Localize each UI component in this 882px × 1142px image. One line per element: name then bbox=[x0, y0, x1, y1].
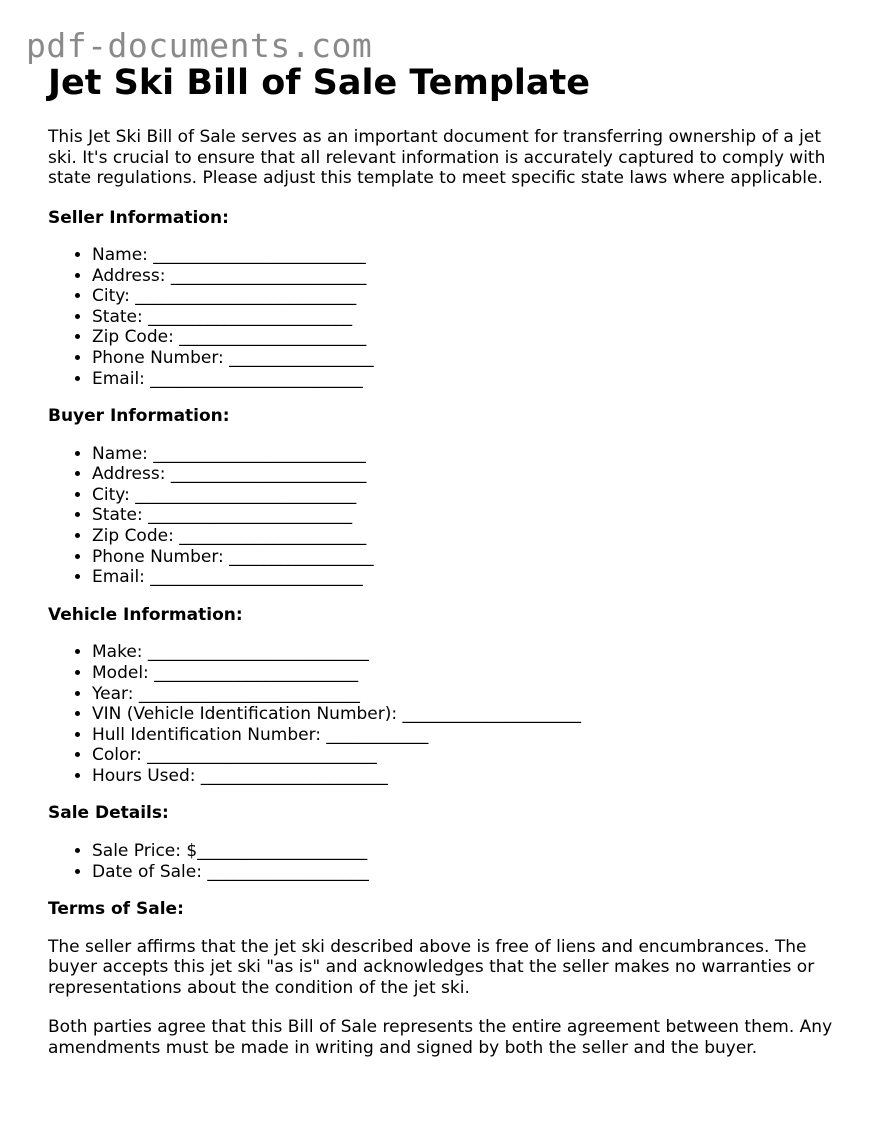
buyer-phone-field[interactable]: • Phone Number: _________________ bbox=[92, 547, 848, 568]
sale-list bbox=[48, 841, 848, 882]
terms-paragraph-2: Both parties agree that this Bill of Sale represents the entire agreement between them. Any amendments must be made in writing and signed by both the seller and the buyer. bbox=[48, 1017, 833, 1058]
seller-email-field[interactable]: • Email: _________________________ bbox=[92, 369, 848, 390]
sale-heading: Sale Details: bbox=[48, 803, 169, 824]
buyer-list bbox=[48, 444, 848, 588]
buyer-address-field[interactable]: • Address: _______________________ bbox=[92, 464, 848, 485]
sale-date-field[interactable]: • Date of Sale: ___________________ bbox=[92, 862, 848, 883]
seller-zip-field[interactable]: • Zip Code: ______________________ bbox=[92, 327, 848, 348]
vehicle-list bbox=[48, 642, 848, 786]
buyer-heading: Buyer Information: bbox=[48, 406, 230, 427]
terms-paragraph-1: The seller affirms that the jet ski described above is free of liens and encumbrances. The buyer accepts this jet ski "as is" and acknowledges that the seller makes no warranties or representations about the condition of the jet ski. bbox=[48, 936, 815, 998]
vehicle-model-field[interactable]: • Model: ________________________ bbox=[92, 663, 848, 684]
seller-city-field[interactable]: • City: __________________________ bbox=[92, 286, 848, 307]
buyer-state-field[interactable]: • State: ________________________ bbox=[92, 505, 848, 526]
vehicle-hull-id-field[interactable]: • Hull Identification Number: ____________ bbox=[92, 725, 848, 746]
seller-address-field[interactable]: • Address: _______________________ bbox=[92, 266, 848, 287]
buyer-zip-field[interactable]: • Zip Code: ______________________ bbox=[92, 526, 848, 547]
buyer-city-field[interactable]: • City: __________________________ bbox=[92, 485, 848, 506]
watermark: pdf-documents.com bbox=[26, 26, 373, 65]
intro-paragraph: This Jet Ski Bill of Sale serves as an important document for transferring ownership of a jet ski. It's crucial to ensure that all relevant information is accurately captured to comply with state regulations. Please adjust this template to meet specific state laws where applicable. bbox=[48, 127, 826, 188]
vehicle-color-field[interactable]: • Color: ___________________________ bbox=[92, 745, 848, 766]
document-body bbox=[48, 127, 848, 1058]
seller-heading: Seller Information: bbox=[48, 207, 229, 228]
vehicle-year-field[interactable]: • Year: __________________________ bbox=[92, 684, 848, 705]
seller-phone-field[interactable]: • Phone Number: _________________ bbox=[92, 348, 848, 369]
page-title: Jet Ski Bill of Sale Template bbox=[48, 63, 590, 103]
seller-name-field[interactable]: • Name: _________________________ bbox=[92, 245, 848, 266]
buyer-name-field[interactable]: • Name: _________________________ bbox=[92, 444, 848, 465]
vehicle-vin-field[interactable]: • VIN (Vehicle Identification Number): _____________________ bbox=[92, 704, 848, 725]
seller-state-field[interactable]: • State: ________________________ bbox=[92, 307, 848, 328]
terms-heading: Terms of Sale: bbox=[48, 899, 184, 920]
seller-list bbox=[48, 245, 848, 389]
vehicle-hours-field[interactable]: • Hours Used: ______________________ bbox=[92, 766, 848, 787]
vehicle-heading: Vehicle Information: bbox=[48, 604, 243, 625]
buyer-email-field[interactable]: • Email: _________________________ bbox=[92, 567, 848, 588]
vehicle-make-field[interactable]: • Make: __________________________ bbox=[92, 642, 848, 663]
sale-price-field[interactable]: • Sale Price: $____________________ bbox=[92, 841, 848, 862]
